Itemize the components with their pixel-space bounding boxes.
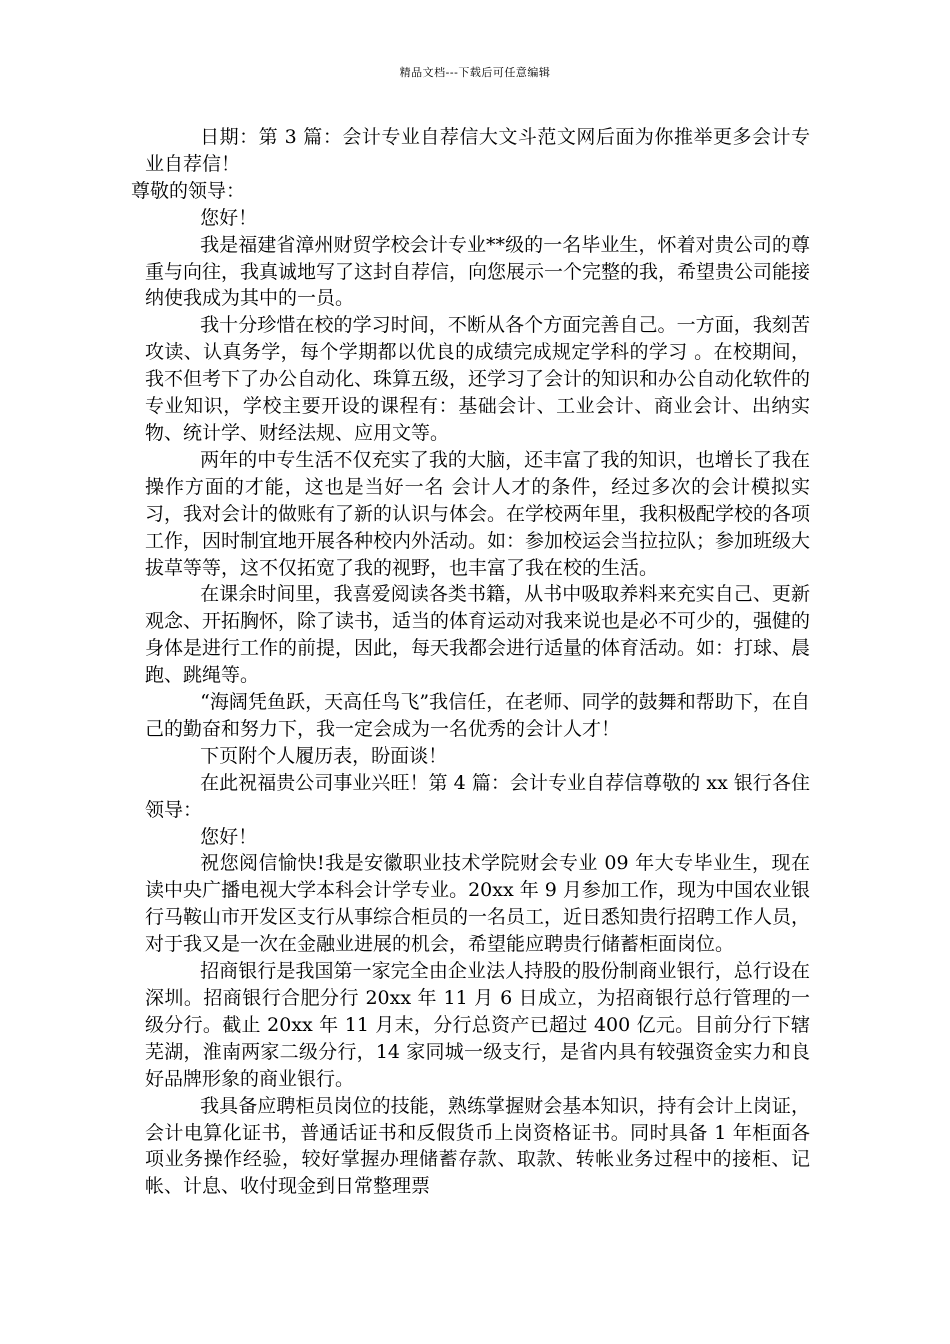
paragraph: 我十分珍惜在校的学习时间，不断从各个方面完善自己。一方面，我刻苦攻读、认真务学，每个学期都以优良的成绩完成规定学科的学习 。在校期间，我不但考下了办公自动化、珠算五级，还学习了会计的知识和办公自动化软件的专业知识，学校主要开设的课程有：基础会计、工业会计、商业会计、出纳实物、统计学、财经法规、应用文等。 [145, 314, 811, 444]
greeting: 您好！ [200, 825, 258, 848]
greeting: 您好！ [200, 206, 258, 229]
paragraph: 在此祝福贵公司事业兴旺！第 4 篇：会计专业自荐信尊敬的 xx 银行各住领导： [145, 771, 810, 821]
paragraph: 我具备应聘柜员岗位的技能，熟练掌握财会基本知识，持有会计上岗证，会计电算化证书，普通话证书和反假货币上岗资格证书。同时具备 1 年柜面各项业务操作经验，较好掌握办理储蓄存款、取款、转帐业务过程中的接柜、记帐、计息、收付现金到日常整理票 [145, 1094, 810, 1198]
document-body [131, 124, 811, 1200]
paragraph: “海阔凭鱼跃，天高任鸟飞”我信任，在老师、同学的鼓舞和帮助下，在自己的勤奋和努力下，我一定会成为一名优秀的会计人才！ [145, 691, 810, 740]
salutation: 尊敬的领导： [131, 179, 246, 202]
paragraph: 我是福建省漳州财贸学校会计专业**级的一名毕业生，怀着对贵公司的尊重与向往，我真诚地写了这封自荐信，向您展示一个完整的我，希望贵公司能接纳使我成为其中的一员。 [145, 233, 811, 310]
paragraph: 下页附个人履历表，盼面谈！ [200, 744, 448, 767]
page-header: 精品文档---下载后可任意编辑 [399, 66, 551, 79]
paragraph-intro: 日期：第 3 篇：会计专业自荐信大文斗范文网后面为你推举更多会计专业自荐信！ [145, 126, 810, 175]
paragraph: 在课余时间里，我喜爱阅读各类书籍，从书中吸取养料来充实自己、更新观念、开拓胸怀，除了读书，适当的体育运动对我来说也是必不可少的，强健的身体是进行工作的前提，因此，每天我都会进行适量的体育活动。如：打球、晨跑、跳绳等。 [145, 583, 811, 687]
paragraph: 两年的中专生活不仅充实了我的大脑，还丰富了我的知识，也增长了我在操作方面的才能，这也是当好一名 会计人才的条件，经过多次的会计模拟实习，我对会计的做账有了新的认识与体会。在学校两年里，我积极配学校的各项工作，因时制宜地开展各种校内外活动。如：参加校运会当拉拉队；参加班级大拔草等等，这不仅拓宽了我的视野，也丰富了我在校的生活。 [145, 448, 811, 579]
paragraph: 祝您阅信愉快!我是安徽职业技术学院财会专业 09 年大专毕业生，现在读中央广播电视大学本科会计学专业。20xx 年 9 月参加工作，现为中国农业银行马鞍山市开发区支行从事综合柜员的一名员工，近日悉知贵行招聘工作人员，对于我又是一次在金融业进展的机会，希望能应聘贵行储蓄柜面岗位。 [145, 852, 811, 956]
paragraph: 招商银行是我国第一家完全由企业法人持股的股份制商业银行，总行设在深圳。招商银行合肥分行 20xx 年 11 月 6 日成立，为招商银行总行管理的一级分行。截止 20xx 年 11 月末，分行总资产已超过 400 亿元。目前分行下辖芜湖，淮南两家二级分行，14 家同城一级支行，是省内具有较强资金实力和良好品牌形象的商业银行。 [145, 960, 810, 1090]
